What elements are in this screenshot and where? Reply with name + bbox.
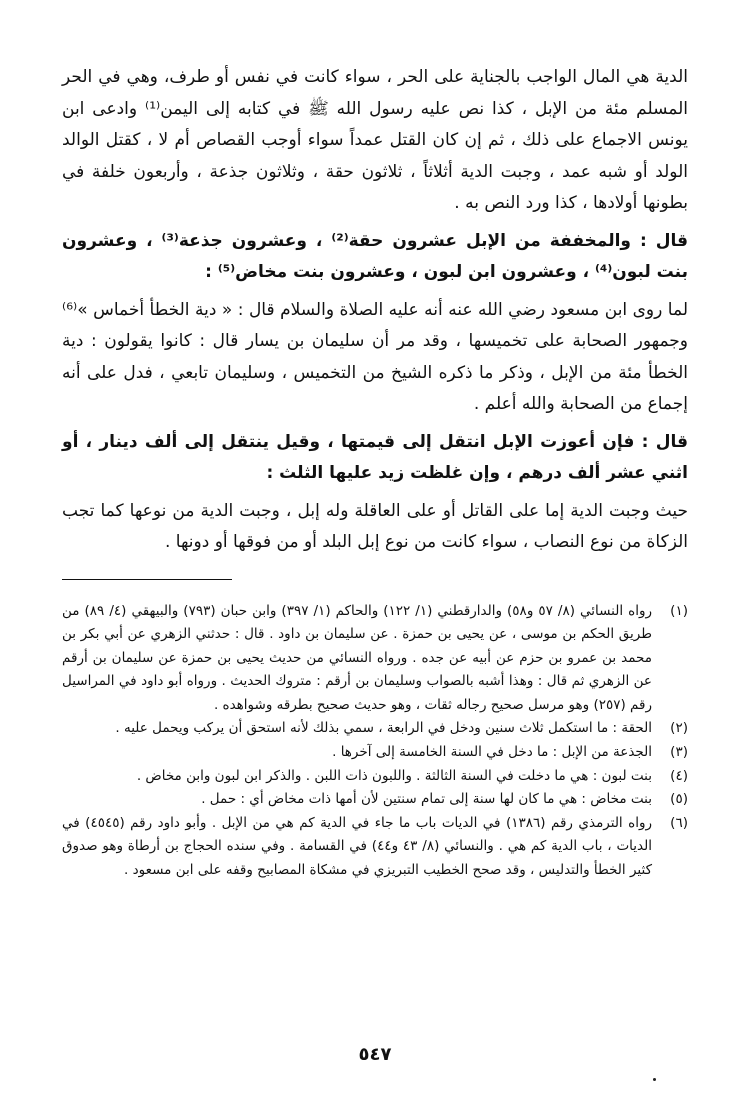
footnote-number: (٥) <box>670 791 688 808</box>
footnote-text: رواه النسائي (٨/ ٥٧ و٥٨) والدارقطني (١/ ١٢٢) والحاكم (١/ ٣٩٧) وابن حبان (٧٩٣) والبيهقي (٤/ ٨٩) من طريق الحكم بن موسى ، عن يحيى بن حمزة . عن سليمان بن داود . قال : حدثني الزهري عن أبي بكر بن محمد بن عمرو بن حزم عن أبيه عن جده . ورواه النسائي من حديث يحيى بن حمزة عن سليمان بن أرقم عن الزهري ثم قال : وهذا أشبه بالصواب وسليمان بن أرقم : متروك الحديث . ورواه أبو داود في المراسيل رقم (٢٥٧) وهو مرسل صحيح رجاله ثقات ، وهو حديث صحيح بطرقه وشواهده . <box>62 602 652 713</box>
body-paragraph <box>62 62 688 220</box>
footnote-text: الحقة : ما استكمل ثلاث سنين ودخل في الرابعة ، سمي بذلك لأنه استحق أن يركب ويحمل عليه . <box>115 720 652 737</box>
paragraph-text: الدية هي المال الواجب بالجناية على الحر ، سواء كانت في نفس أو طرف، وهي في الحر المسلم مئة من الإبل ، كذا نص عليه رسول الله ﷺ في كتابه إلى اليمن⁽¹⁾ وادعى ابن يونس الاجماع على ذلك ، ثم إن كان القتل عمداً سواء أوجب القصاص أم لا ، كقتل الوالد الولد أو شبه عمد ، وجبت الدية أثلاثاً ، ثلاثون حقة ، وثلاثون جذعة ، وأربعون خلفة في بطونها أولادها ، كذا ورد النص به . <box>62 67 688 213</box>
paragraph-text: حيث وجبت الدية إما على القاتل أو على العاقلة وله إبل ، وجبت الدية من نوعها كما تجب الزكاة من نوع النصاب ، سواء كانت من نوع إبل البلد أو من فوقها أو دونها . <box>62 500 688 552</box>
body-paragraph <box>62 496 688 559</box>
footnotes-section <box>62 600 688 883</box>
footnote-item <box>62 765 688 789</box>
body-paragraph <box>62 295 688 421</box>
paragraph-text: قال : فإن أعوزت الإبل انتقل إلى قيمتها ، وقيل ينتقل إلى ألف دينار ، أو اثني عشر ألف درهم ، وإن غلظت زيد عليها الثلث : <box>62 431 688 483</box>
footnote-number: (٦) <box>670 814 688 831</box>
body-paragraph <box>62 226 688 289</box>
scan-speck <box>653 1078 656 1081</box>
body-paragraph <box>62 427 688 490</box>
footnote-text: بنت مخاض : هي ما كان لها سنة إلى تمام سنتين لأن أمها ذات مخاض أي : حمل . <box>201 791 652 808</box>
footnote-number: (٢) <box>670 720 688 737</box>
footnote-divider <box>62 579 232 580</box>
footnote-item <box>62 717 688 741</box>
footnote-item <box>62 788 688 812</box>
footnote-number: (١) <box>670 602 688 619</box>
footnote-number: (٤) <box>670 767 688 784</box>
footnote-item <box>62 812 688 883</box>
footnote-text: الجذعة من الإبل : ما دخل في السنة الخامسة إلى آخرها . <box>332 744 652 761</box>
footnote-number: (٣) <box>670 744 688 761</box>
footnote-text: بنت لبون : هي ما دخلت في السنة الثالثة . واللبون ذات اللبن . والذكر ابن لبون وابن مخاض . <box>136 767 652 784</box>
page-number: ٥٤٧ <box>358 1044 392 1065</box>
footnote-text: رواه الترمذي رقم (١٣٨٦) في الديات باب ما جاء في الدية كم هي من الإبل . وأبو داود رقم (٤٥٤٥) في الديات ، باب الدية كم هي . والنسائي (٨/ ٤٣ و٤٤) في القسامة . وفي سنده الحجاج بن أرطاة وهو صدوق كثير الخطأ والتدليس ، وقد صحح الخطيب التبريزي في مشكاة المصابيح وقفه على ابن مسعود . <box>62 814 653 879</box>
footnote-item <box>62 600 688 718</box>
paragraph-text: لما روى ابن مسعود رضي الله عنه أنه عليه الصلاة والسلام قال : « دية الخطأ أخماس »⁽⁶⁾ وجمهور الصحابة على تخميسها ، وقد مر أن سليمان بن يسار قال : كانوا يقولون : دية الخطأ مئة من الإبل ، وذكر ما ذكره الشيخ من التخميس ، وسليمان تابعي ، فدل على أنه إجماع من الصحابة والله أعلم . <box>62 299 688 414</box>
paragraph-text: قال : والمخففة من الإبل عشرون حقة⁽²⁾ ، وعشرون جذعة⁽³⁾ ، وعشرون بنت لبون⁽⁴⁾ ، وعشرون ابن لبون ، وعشرون بنت مخاض⁽⁵⁾ : <box>62 230 689 282</box>
footnote-item <box>62 741 688 765</box>
